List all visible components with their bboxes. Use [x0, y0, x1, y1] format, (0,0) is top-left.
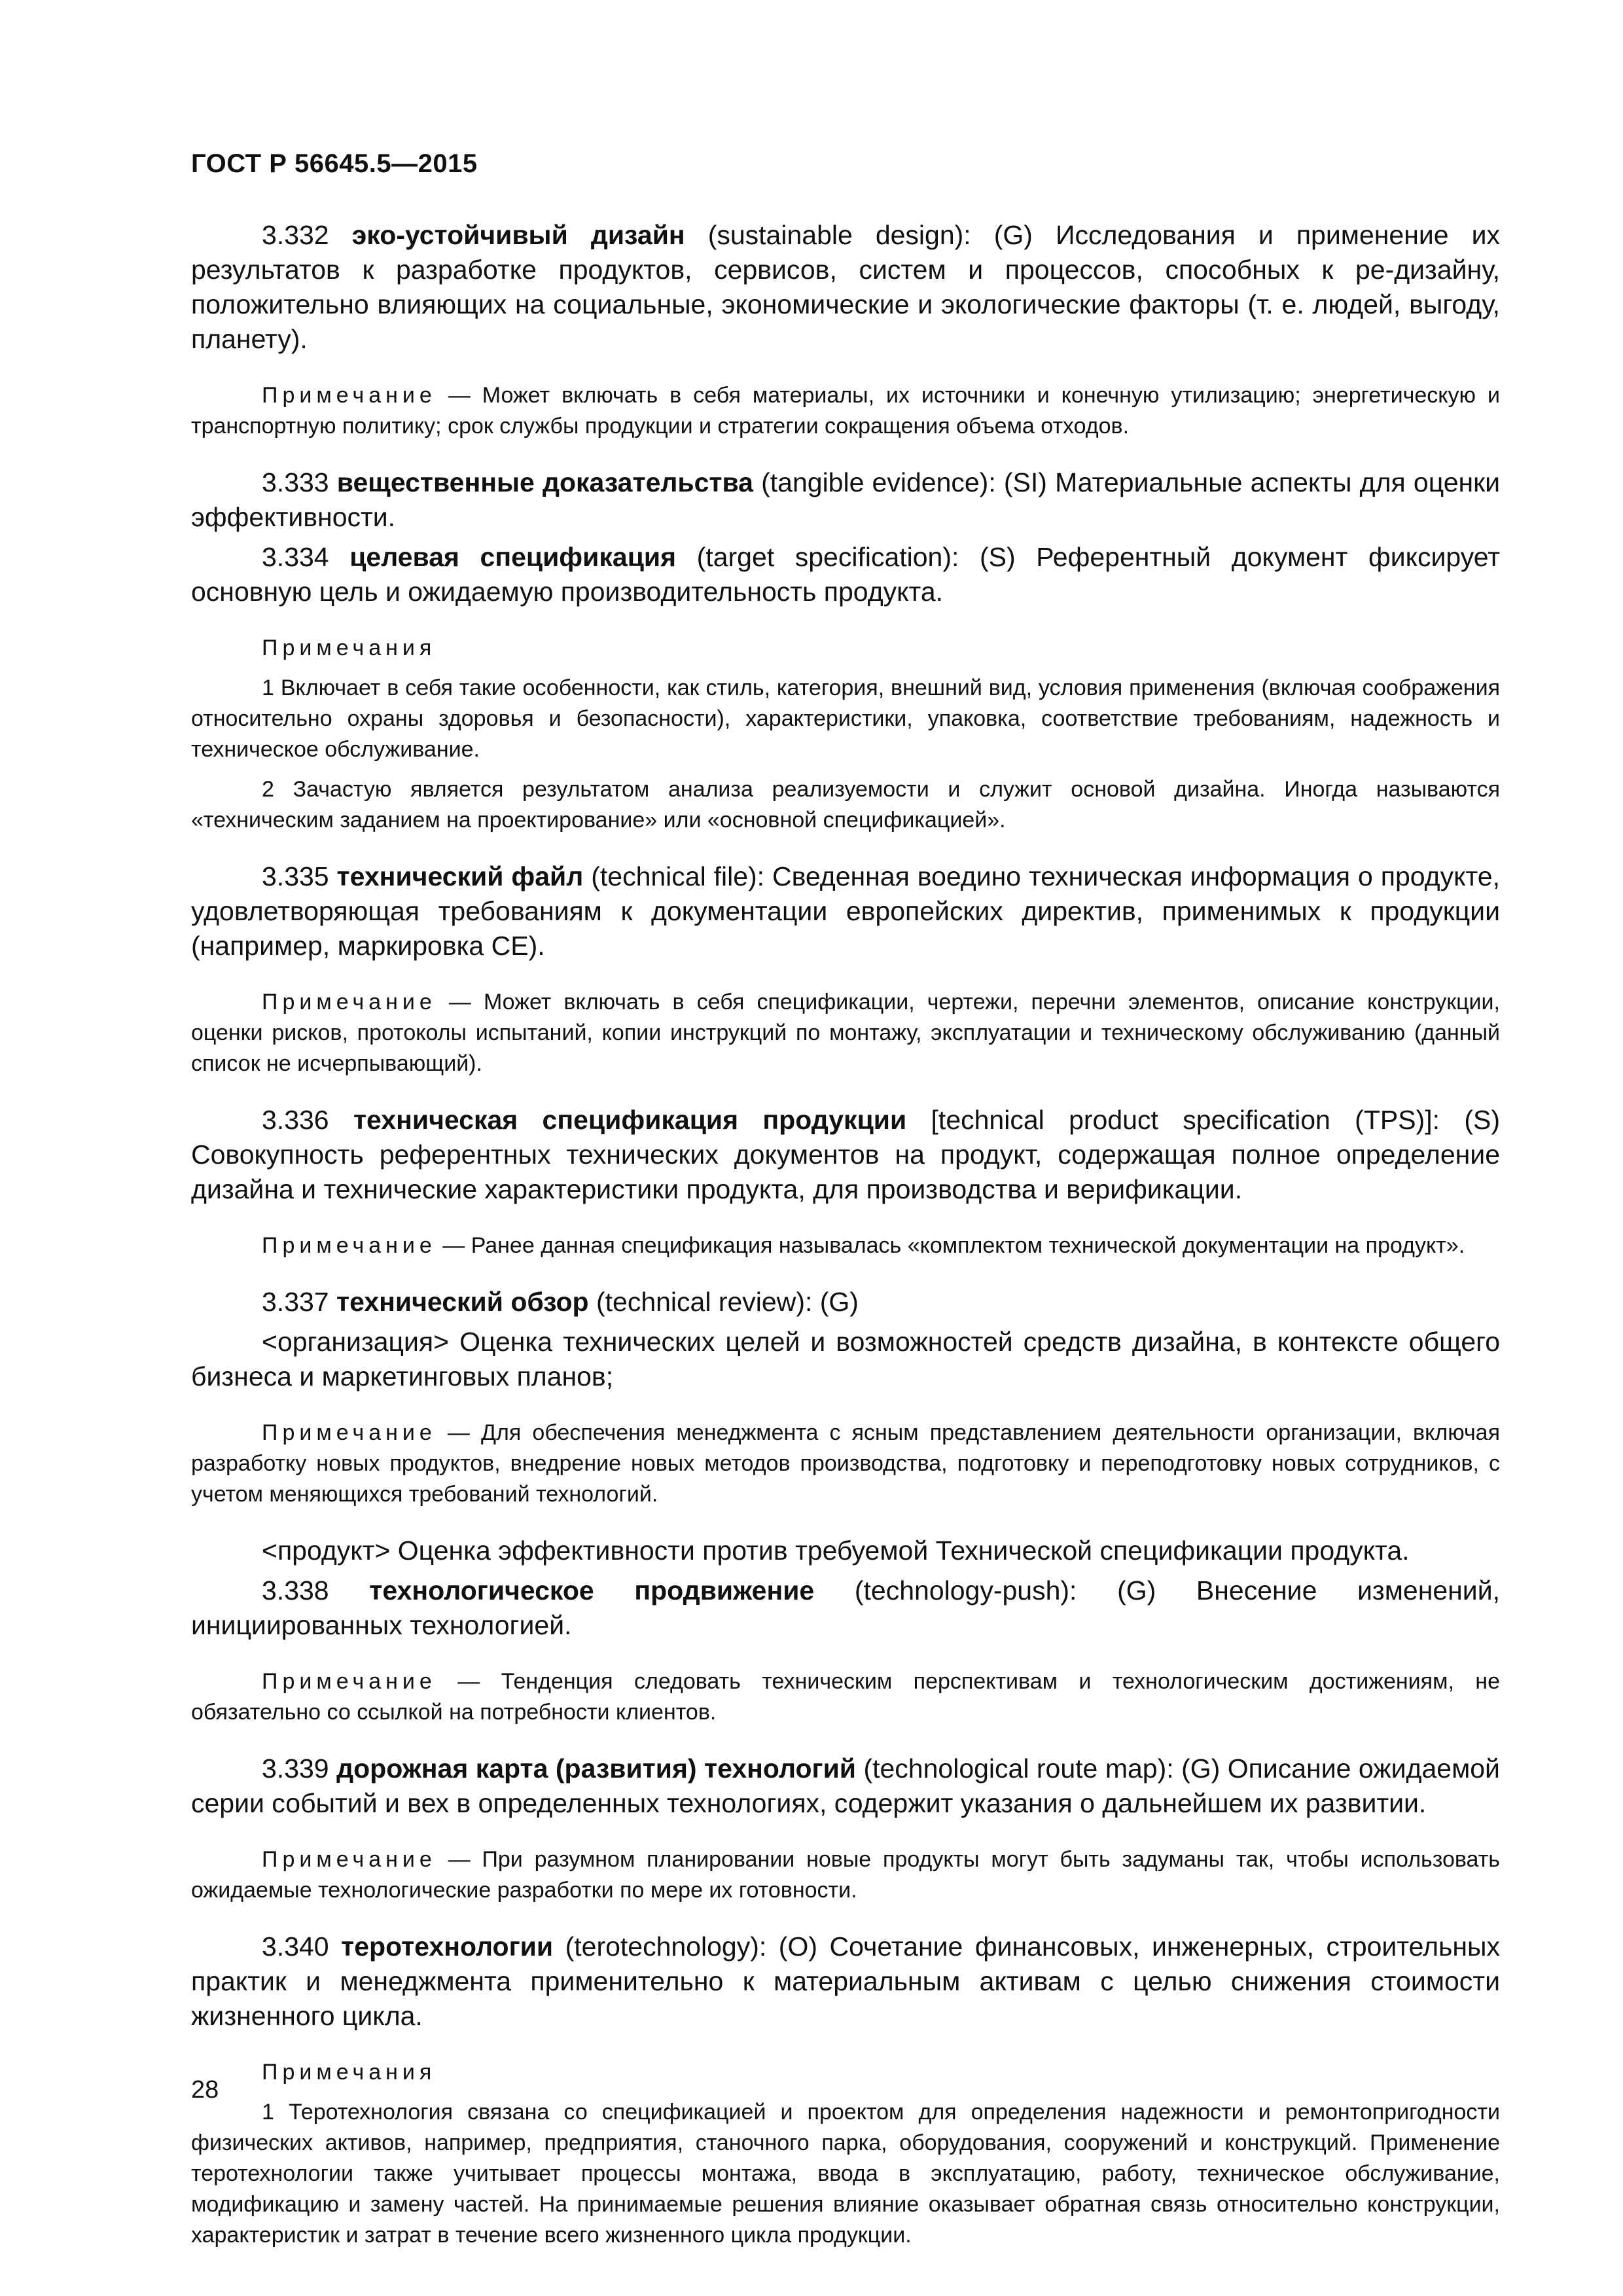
document-body: [191, 218, 1500, 2260]
entry-definition: (technical file): Сведенная воедино техническая информация о продукте, удовлетворяющая требованиям к документации европейских директив, применимых к продукции (например, маркировка СЕ).: [191, 861, 1500, 961]
note-label: Примечание: [262, 1847, 437, 1872]
entry-3-340: [191, 1929, 1500, 2034]
entry-definition: (technological route map): (G) Описание ожидаемой серии событий и вех в определенных технологиях, содержит указания о дальнейшем их развитии.: [191, 1753, 1500, 1818]
entry-3-334-note-1: 1 Включает в себя такие особенности, как стиль, категория, внешний вид, условия применения (включая соображения относительно охраны здоровья и безопасности), характеристики, упаковка, соответствие требованиям, надежность и техническое обслуживание.: [191, 675, 1500, 762]
entry-3-333: [191, 465, 1500, 535]
note-label: Примечание: [262, 1669, 437, 1694]
entry-number: 3.339: [262, 1753, 329, 1784]
entry-definition: (tangible evidence): (SI) Материальные аспекты для оценки эффективности.: [191, 467, 1500, 532]
entry-term: теротехнологии: [341, 1931, 554, 1962]
entry-term: эко-устойчивый дизайн: [351, 220, 685, 250]
entry-3-338: [191, 1573, 1500, 1643]
entry-3-332-note: [191, 380, 1500, 442]
entry-definition: (terotechnology): (O) Сочетание финансовых, инженерных, строительных практик и менеджмента применительно к материальным активам с целью снижения стоимости жизненного цикла.: [191, 1931, 1500, 2031]
entry-term: дорожная карта (развития) технологий: [336, 1753, 856, 1784]
entry-3-337-note: [191, 1418, 1500, 1510]
entry-definition: (technical review): (G): [588, 1287, 859, 1317]
entry-term: вещественные доказательства: [336, 467, 753, 497]
entry-number: 3.335: [262, 861, 329, 891]
entry-3-338-note: [191, 1666, 1500, 1728]
note-text: — Ранее данная спецификация называлась «комплектом технической документации на продукт».: [436, 1233, 1465, 1258]
entry-definition: (target specification): (S) Референтный документ фиксирует основную цель и ожидаемую производительность продукта.: [191, 542, 1500, 607]
entry-3-337: [191, 1285, 1500, 1319]
entry-term: техническая спецификация продукции: [353, 1105, 907, 1135]
entry-number: 3.336: [262, 1105, 329, 1135]
page-number: 28: [191, 2076, 219, 2104]
note-text: — Может включать в себя материалы, их источники и конечную утилизацию; энергетическую и транспортную политику; срок службы продукции и стратегии сокращения объема отходов.: [191, 383, 1500, 439]
entry-term: технический файл: [336, 861, 584, 891]
entry-3-336-note: [191, 1230, 1500, 1261]
entry-3-337-organization: <организация> Оценка технических целей и возможностей средств дизайна, в контексте общего бизнеса и маркетинговых планов;: [191, 1327, 1500, 1391]
entry-3-334-notes-title: Примечания: [262, 636, 437, 660]
entry-3-339-note: [191, 1844, 1500, 1906]
entry-3-334-note-2: 2 Зачастую является результатом анализа реализуемости и служит основой дизайна. Иногда называются «техническим заданием на проектирование» или «основной спецификацией».: [191, 777, 1500, 833]
entry-number: 3.332: [262, 220, 329, 250]
entry-number: 3.337: [262, 1287, 329, 1317]
entry-3-335-note: [191, 987, 1500, 1079]
note-label: Примечание: [262, 1420, 437, 1445]
entry-number: 3.338: [262, 1575, 329, 1605]
entry-definition: [technical product specification (TPS)]: (S) Совокупность референтных технических документов на продукт, содержащая полное определение дизайна и технические характеристики продукта, для производства и верификации.: [191, 1105, 1500, 1204]
entry-term: технологическое продвижение: [369, 1575, 815, 1605]
entry-3-337-product: <продукт> Оценка эффективности против требуемой Технической спецификации продукта.: [262, 1535, 1410, 1566]
entry-number: 3.334: [262, 542, 329, 572]
entry-number: 3.340: [262, 1931, 329, 1962]
entry-definition: (technology-push): (G) Внесение изменений, инициированных технологией.: [191, 1575, 1500, 1640]
entry-3-340-notes-title: Примечания: [262, 2060, 437, 2085]
note-text: — Для обеспечения менеджмента с ясным представлением деятельности организации, включая разработку новых продуктов, внедрение новых методов производства, подготовку и переподготовку новых сотрудников, с учетом меняющихся требований технологий.: [191, 1420, 1500, 1507]
note-text: — Может включать в себя спецификации, чертежи, перечни элементов, описание конструкции, оценки рисков, протоколы испытаний, копии инструкций по монтажу, эксплуатации и техническому обслуживанию (данный список не исчерпывающий).: [191, 990, 1500, 1076]
entry-definition: (sustainable design): (G) Исследования и применение их результатов к разработке продуктов, сервисов, систем и процессов, способных к ре-дизайну, положительно влияющих на социальные, экономические и экологические факторы (т. е. людей, выгоду, планету).: [191, 220, 1500, 354]
entry-3-332: [191, 218, 1500, 357]
entry-3-340-note-1: 1 Теротехнология связана со спецификацией и проектом для определения надежности и ремонтопригодности физических активов, например, предприятия, станочного парка, оборудования, сооружений и конструкций. Применение теротехнологии также учитывает процессы монтажа, ввода в эксплуатацию, работу, техническое обслуживание, модификацию и замену частей. На принимаемые решения влияние оказывает обратная связь относительно конструкции, характеристик и затрат в течение всего жизненного цикла продукции.: [191, 2100, 1500, 2248]
entry-term: целевая спецификация: [349, 542, 677, 572]
note-text: — При разумном планировании новые продукты могут быть задуманы так, чтобы использовать ожидаемые технологические разработки по мере их готовности.: [191, 1847, 1500, 1903]
note-label: Примечание: [262, 383, 437, 408]
entry-number: 3.333: [262, 467, 329, 497]
note-label: Примечание: [262, 990, 437, 1014]
note-label: Примечание: [262, 1233, 437, 1258]
entry-3-335: [191, 859, 1500, 963]
entry-3-336: [191, 1103, 1500, 1207]
entry-3-334: [191, 540, 1500, 609]
note-text: — Тенденция следовать техническим перспективам и технологическим достижениям, не обязательно со ссылкой на потребности клиентов.: [191, 1669, 1500, 1725]
document-header: ГОСТ Р 56645.5—2015: [191, 149, 478, 178]
entry-term: технический обзор: [336, 1287, 589, 1317]
entry-3-339: [191, 1751, 1500, 1821]
